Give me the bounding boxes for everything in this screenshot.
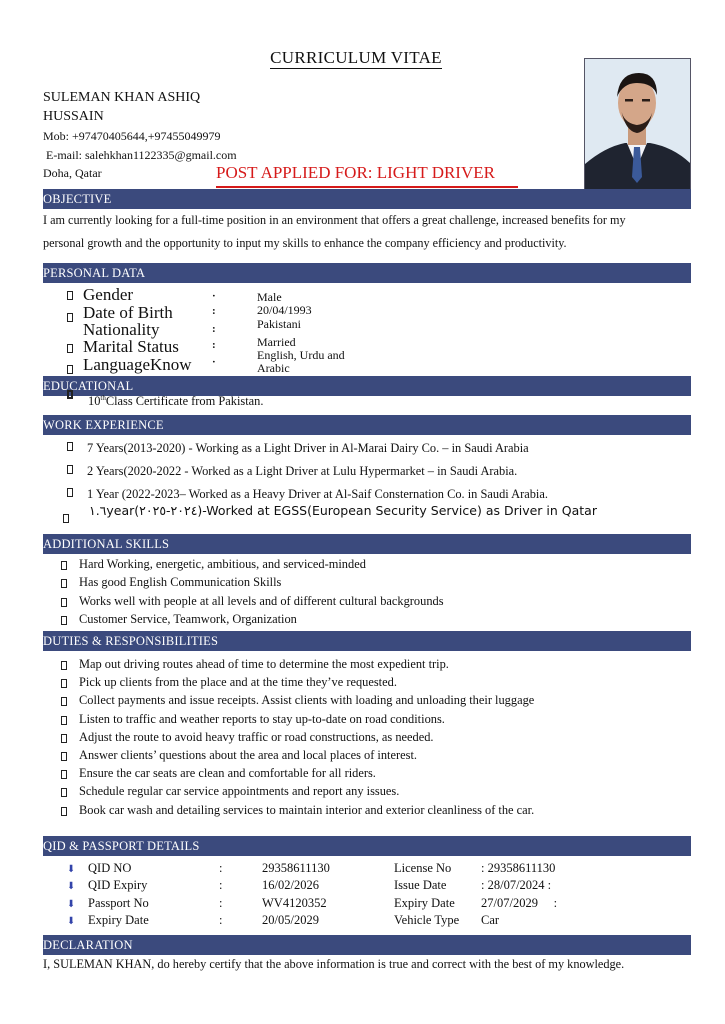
checkbox-icon bbox=[61, 716, 67, 725]
colon: : bbox=[212, 323, 216, 335]
checkbox-icon bbox=[67, 465, 73, 474]
mobile-number: Mob: +97470405644,+97455049979 bbox=[43, 129, 221, 143]
duty-item: Answer clients’ questions about the area and local places of interest. bbox=[61, 748, 417, 763]
section-work-experience: WORK EXPERIENCE bbox=[43, 415, 691, 435]
label-language: LanguageKnow bbox=[83, 355, 192, 374]
section-additional-skills: ADDITIONAL SKILLS bbox=[43, 534, 691, 554]
qid-label: Issue Date bbox=[394, 878, 447, 892]
skill-item: Hard Working, energetic, ambitious, and serviced-minded bbox=[61, 557, 366, 572]
checkbox-icon bbox=[61, 598, 67, 607]
duty-item: Collect payments and issue receipts. Assist clients with loading and unloading their luggage bbox=[61, 693, 534, 708]
checkbox-icon bbox=[61, 661, 67, 670]
label-dob: Date of Birth bbox=[83, 303, 173, 322]
value-dob: 20/04/1993 bbox=[257, 303, 312, 317]
section-qid-passport: QID & PASSPORT DETAILS bbox=[43, 836, 691, 856]
qid-value: 20/05/2029 bbox=[262, 913, 319, 927]
qid-value: : 29358611130 bbox=[481, 861, 556, 875]
label-nationality: Nationality bbox=[83, 320, 160, 339]
colon: : bbox=[219, 913, 223, 927]
label-marital: Marital Status bbox=[83, 337, 179, 356]
qid-label: License No bbox=[394, 861, 452, 875]
checkbox-icon bbox=[61, 770, 67, 779]
skill-item: Has good English Communication Skills bbox=[61, 575, 281, 590]
qid-value: : 28/07/2024 : bbox=[481, 878, 552, 892]
checkbox-icon bbox=[67, 442, 73, 451]
value-language-cont: Arabic bbox=[257, 361, 290, 375]
email-address: E-mail: salehkhan1122335@gmail.com bbox=[46, 148, 237, 162]
checkbox-icon bbox=[67, 365, 73, 374]
checkbox-icon bbox=[61, 579, 67, 588]
post-applied: POST APPLIED FOR: LIGHT DRIVER bbox=[216, 163, 495, 182]
section-objective: OBJECTIVE bbox=[43, 189, 691, 209]
value-nationality: Pakistani bbox=[257, 317, 301, 331]
colon: : bbox=[219, 896, 223, 910]
duty-item: Adjust the route to avoid heavy traffic or road constructions, as needed. bbox=[61, 730, 434, 745]
checkbox-icon bbox=[61, 697, 67, 706]
qid-label: Expiry Date bbox=[88, 913, 149, 927]
checkbox-icon bbox=[67, 313, 73, 322]
colon: : bbox=[212, 305, 216, 317]
colon: : bbox=[219, 861, 223, 875]
qid-row bbox=[67, 878, 77, 893]
duty-item: Map out driving routes ahead of time to determine the most expedient trip. bbox=[61, 657, 449, 672]
label-gender: Gender bbox=[83, 285, 134, 304]
checkbox-icon bbox=[67, 390, 73, 399]
skill-item: Works well with people at all levels and of different cultural backgrounds bbox=[61, 594, 444, 609]
location: Doha, Qatar bbox=[43, 166, 102, 180]
qid-row bbox=[67, 861, 77, 876]
qid-label: QID NO bbox=[88, 861, 132, 875]
checkbox-icon bbox=[61, 752, 67, 761]
arrow-bullet-icon: ⬇ bbox=[67, 881, 76, 892]
qid-row bbox=[67, 913, 77, 928]
work-item: 2 Years(2020-2022 - Worked as a Light Driver at Lulu Hypermarket – in Saudi Arabia. bbox=[87, 464, 518, 478]
duty-item: Pick up clients from the place and at the time they’ve requested. bbox=[61, 675, 397, 690]
qid-value: 16/02/2026 bbox=[262, 878, 319, 892]
objective-line-2: personal growth and the opportunity to input my skills to enhance the company efficiency and productivity. bbox=[43, 236, 567, 250]
value-marital: Married bbox=[257, 335, 296, 349]
arrow-bullet-icon: ⬇ bbox=[67, 899, 76, 910]
checkbox-icon bbox=[63, 514, 69, 523]
objective-line-1: I am currently looking for a full-time position in an environment that offers a great challenge, increased benefits for my bbox=[43, 213, 626, 227]
value-language: English, Urdu and bbox=[257, 348, 345, 362]
checkbox-icon bbox=[61, 561, 67, 570]
duty-item: Listen to traffic and weather reports to stay up-to-date on road conditions. bbox=[61, 712, 445, 727]
duty-item: Schedule regular car service appointments and report any issues. bbox=[61, 784, 399, 799]
name-line-2: HUSSAIN bbox=[43, 109, 104, 124]
profile-photo bbox=[584, 58, 691, 192]
checkbox-icon bbox=[67, 344, 73, 353]
qid-label: Expiry Date bbox=[394, 896, 455, 910]
checkbox-icon bbox=[61, 788, 67, 797]
arrow-bullet-icon: ⬇ bbox=[67, 916, 76, 927]
section-duties: DUTIES & RESPONSIBILITIES bbox=[43, 631, 691, 651]
skill-item: Customer Service, Teamwork, Organization bbox=[61, 612, 297, 627]
education-item: 10thClass Certificate from Pakistan. bbox=[88, 394, 264, 409]
qid-value: 27/07/2029 : bbox=[481, 896, 558, 910]
colon: · bbox=[212, 356, 216, 368]
name-line-1: SULEMAN KHAN ASHIQ bbox=[43, 90, 201, 105]
checkbox-icon bbox=[67, 488, 73, 497]
duty-item: Ensure the car seats are clean and comfortable for all riders. bbox=[61, 766, 376, 781]
work-item: 1 Year (2022-2023– Worked as a Heavy Driver at Al-Saif Consternation Co. in Saudi Arabia. bbox=[87, 487, 548, 501]
person-photo-icon bbox=[585, 59, 690, 191]
value-gender: Male bbox=[257, 290, 282, 304]
qid-row bbox=[67, 896, 77, 911]
duty-item: Book car wash and detailing services to maintain interior and exterior cleanliness of the car. bbox=[61, 803, 534, 818]
colon: : bbox=[219, 878, 223, 892]
colon: · bbox=[212, 290, 216, 302]
work-item: ١.٦year(٢٠٢٤-٢٠٢٥)-Worked at EGSS(European Security Service) as Driver in Qatar bbox=[89, 503, 597, 518]
checkbox-icon bbox=[61, 679, 67, 688]
qid-label: Passport No bbox=[88, 896, 149, 910]
section-personal-data: PERSONAL DATA bbox=[43, 263, 691, 283]
checkbox-icon bbox=[61, 616, 67, 625]
qid-label: Vehicle Type bbox=[394, 913, 460, 927]
post-applied-underline bbox=[216, 186, 518, 188]
section-declaration: DECLARATION bbox=[43, 935, 691, 955]
qid-value: WV4120352 bbox=[262, 896, 327, 910]
arrow-bullet-icon: ⬇ bbox=[67, 864, 76, 875]
qid-label: QID Expiry bbox=[88, 878, 148, 892]
checkbox-icon bbox=[61, 734, 67, 743]
document-title: CURRICULUM VITAE bbox=[270, 48, 442, 67]
work-item: 7 Years(2013-2020) - Working as a Light Driver in Al-Marai Dairy Co. – in Saudi Arabia bbox=[87, 441, 529, 455]
declaration-text: I, SULEMAN KHAN, do hereby certify that the above information is true and correct with the best of my knowledge. bbox=[43, 957, 625, 971]
section-educational: EDUCATIONAL bbox=[43, 376, 691, 396]
checkbox-icon bbox=[61, 807, 67, 816]
colon: : bbox=[212, 339, 216, 351]
qid-value: Car bbox=[481, 913, 500, 927]
checkbox-icon bbox=[67, 291, 73, 300]
qid-value: 29358611130 bbox=[262, 861, 330, 875]
